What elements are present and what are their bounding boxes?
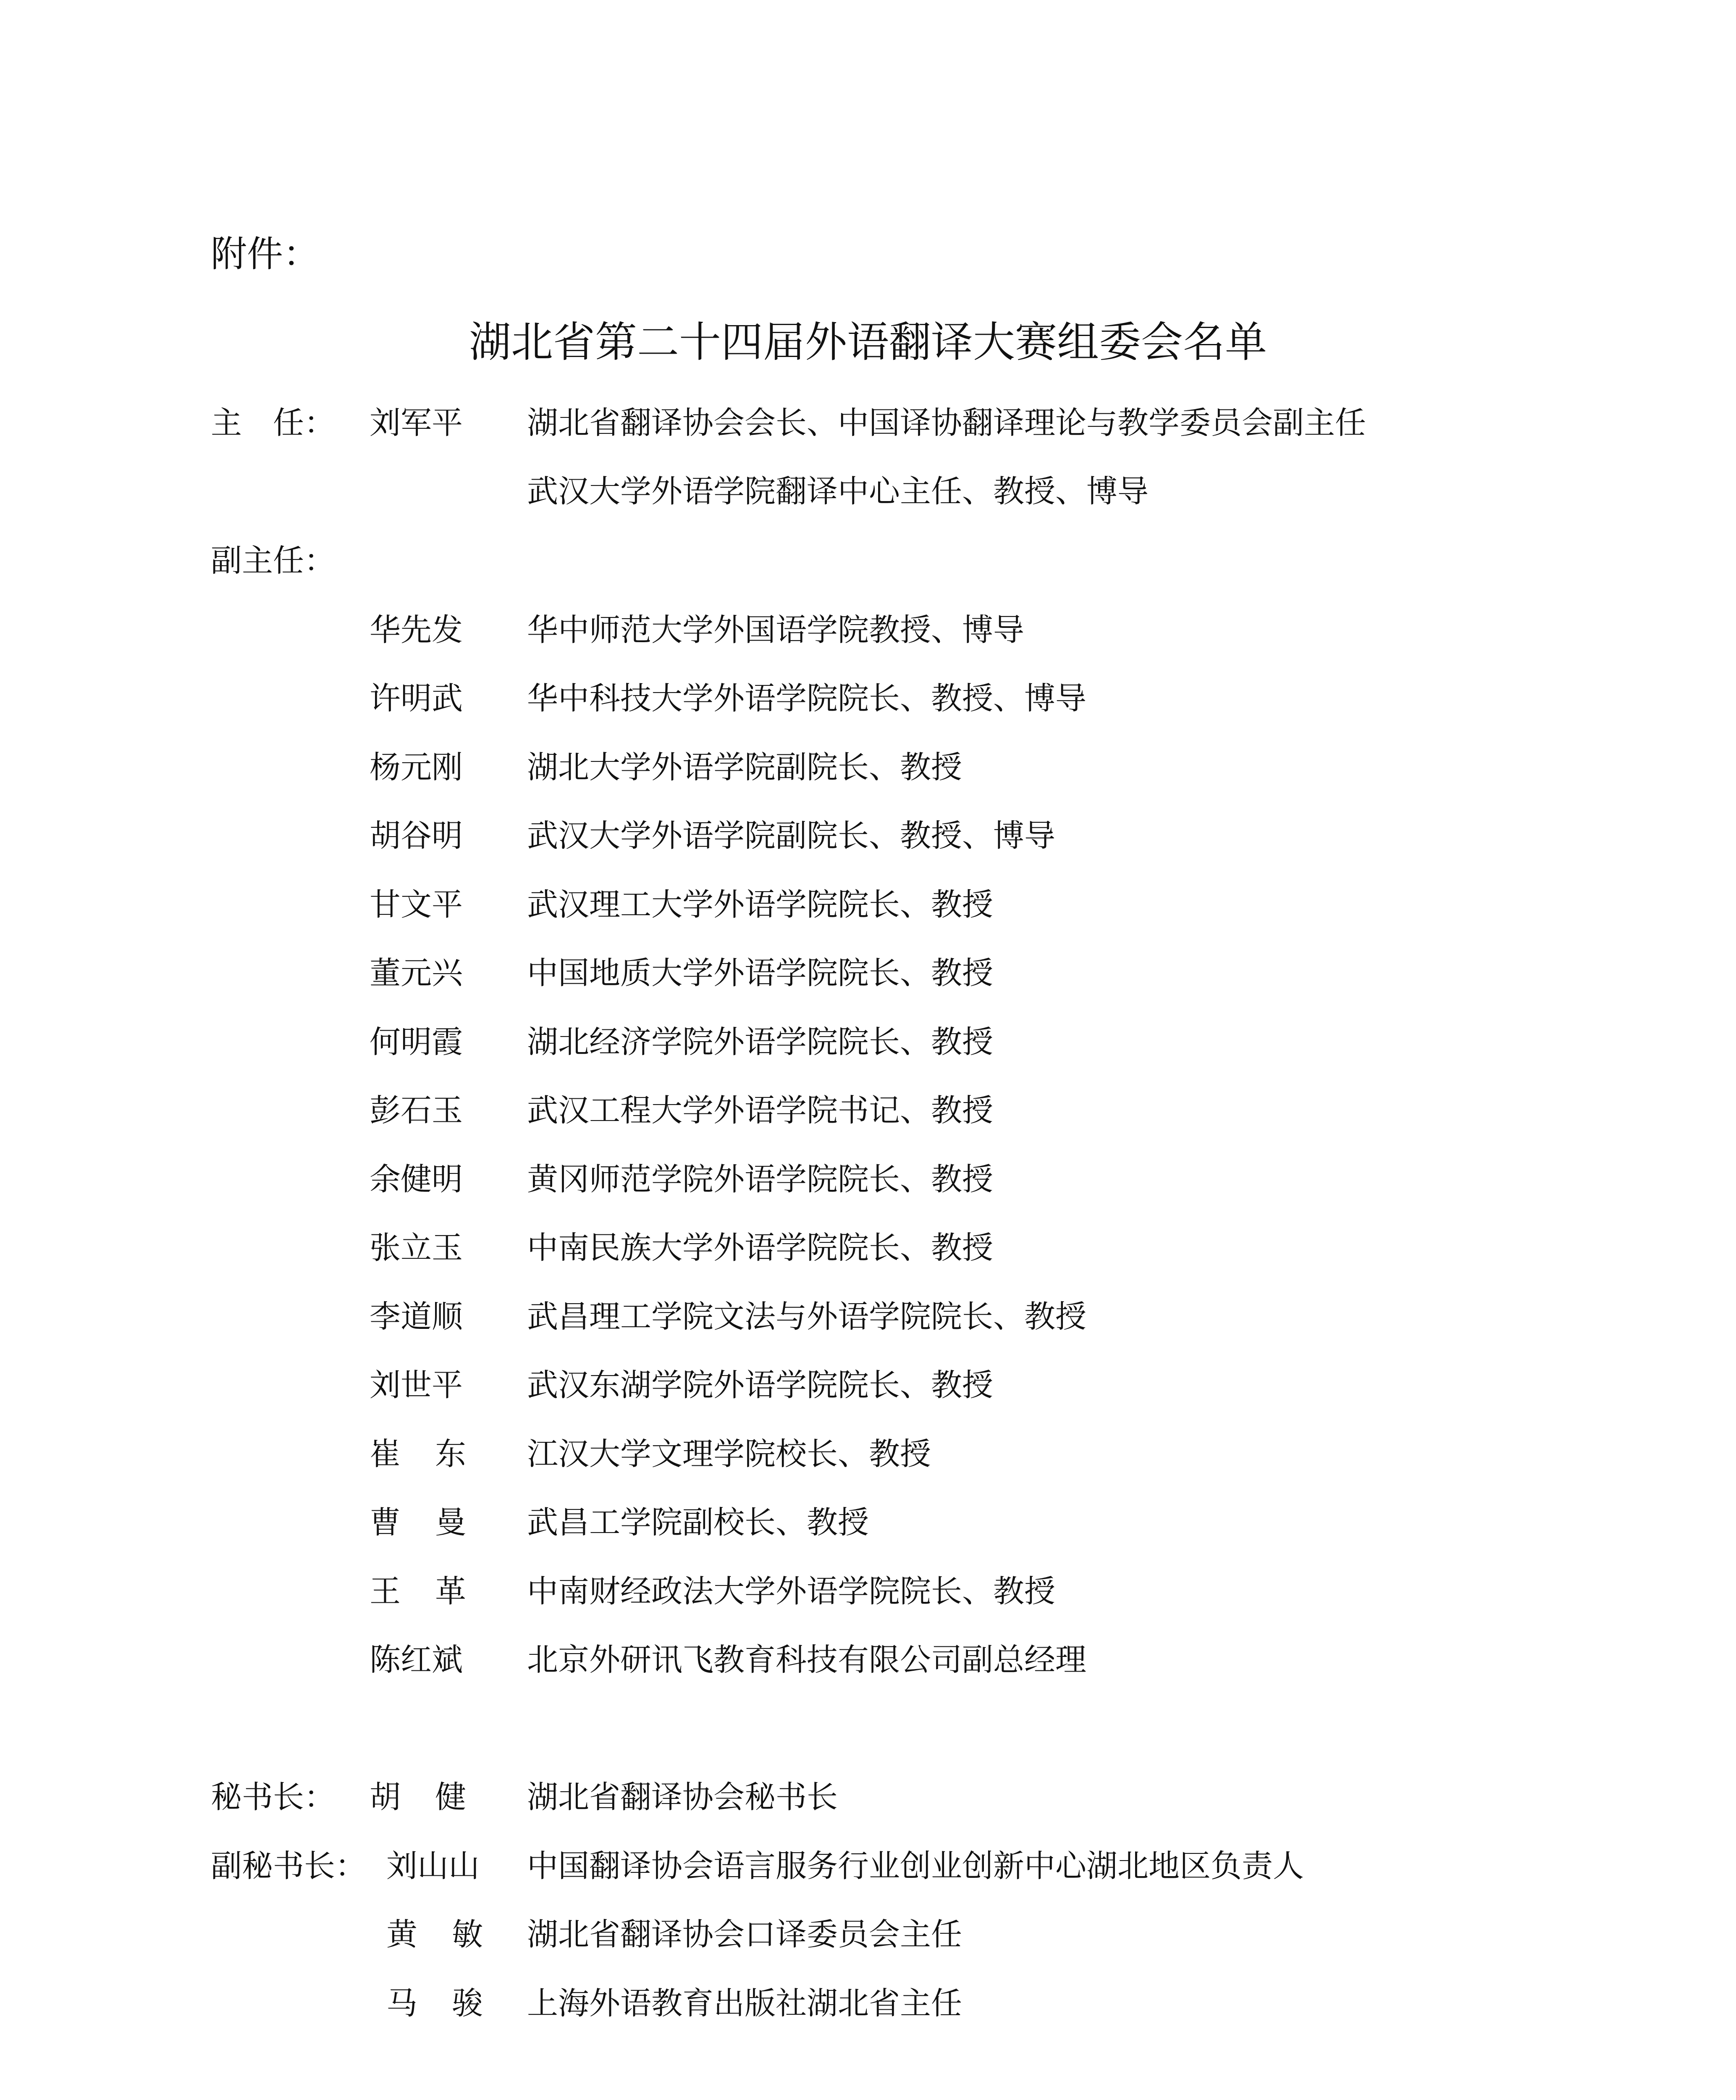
member-name: 崔东: [370, 1436, 501, 1472]
member-title: 中南民族大学外语学院院长、教授: [527, 1230, 993, 1266]
page-title: 湖北省第二十四届外语翻译大赛组委会名单: [469, 318, 1267, 367]
member-title: 中国地质大学外语学院院长、教授: [527, 955, 993, 991]
member-title: 北京外研讯飞教育科技有限公司副总经理: [527, 1642, 1086, 1678]
vice-directors-label: 副主任：: [211, 543, 335, 579]
member-name: 李道顺: [370, 1299, 463, 1335]
member-title: 武昌工学院副校长、教授: [527, 1504, 869, 1541]
deputy-secretaries-label: 副秘书长：: [211, 1848, 366, 1884]
member-name: 董元兴: [370, 955, 463, 991]
member-title: 湖北省翻译协会口译委员会主任: [527, 1916, 962, 1953]
member-title: 武汉理工大学外语学院院长、教授: [527, 887, 993, 923]
member-title: 华中科技大学外语学院院长、教授、博导: [527, 680, 1086, 717]
member-name: 许明武: [370, 680, 463, 717]
member-name: 曹曼: [370, 1504, 501, 1541]
secretary-general-title: 湖北省翻译协会秘书长: [527, 1779, 838, 1815]
member-title: 武昌理工学院文法与外语学院院长、教授: [527, 1299, 1086, 1335]
member-name: 陈红斌: [370, 1642, 463, 1678]
member-title: 湖北经济学院外语学院院长、教授: [527, 1024, 993, 1060]
member-title: 中南财经政法大学外语学院院长、教授: [527, 1573, 1055, 1609]
director-name: 刘军平: [370, 405, 463, 441]
member-title: 中国翻译协会语言服务行业创业创新中心湖北地区负责人: [527, 1848, 1304, 1884]
member-name: 彭石玉: [370, 1092, 463, 1129]
member-title: 武汉工程大学外语学院书记、教授: [527, 1092, 993, 1129]
director-label: 主 任：: [211, 405, 335, 441]
attachment-label: 附件：: [211, 233, 319, 275]
member-name: 王革: [370, 1573, 501, 1609]
director-title-1: 湖北省翻译协会会长、中国译协翻译理论与教学委员会副主任: [527, 405, 1366, 441]
member-name: 张立玉: [370, 1230, 463, 1266]
member-name: 黄敏: [386, 1916, 517, 1953]
member-name: 余健明: [370, 1161, 463, 1197]
member-name: 马骏: [386, 1985, 517, 2021]
secretary-general-name: 胡健: [370, 1779, 501, 1815]
member-name: 甘文平: [370, 887, 463, 923]
member-title: 江汉大学文理学院校长、教授: [527, 1436, 931, 1472]
member-name: 刘山山: [386, 1848, 480, 1884]
director-title-2: 武汉大学外语学院翻译中心主任、教授、博导: [527, 473, 1149, 509]
member-name: 胡谷明: [370, 818, 463, 854]
member-name: 刘世平: [370, 1367, 463, 1403]
member-title: 武汉东湖学院外语学院院长、教授: [527, 1367, 993, 1403]
member-title: 华中师范大学外国语学院教授、博导: [527, 612, 1024, 648]
member-title: 上海外语教育出版社湖北省主任: [527, 1985, 962, 2021]
member-title: 武汉大学外语学院副院长、教授、博导: [527, 818, 1055, 854]
member-title: 黄冈师范学院外语学院院长、教授: [527, 1161, 993, 1197]
member-name: 何明霞: [370, 1024, 463, 1060]
member-title: 湖北大学外语学院副院长、教授: [527, 749, 962, 785]
member-name: 杨元刚: [370, 749, 463, 785]
secretary-general-label: 秘书长：: [211, 1779, 335, 1815]
member-name: 华先发: [370, 612, 463, 648]
